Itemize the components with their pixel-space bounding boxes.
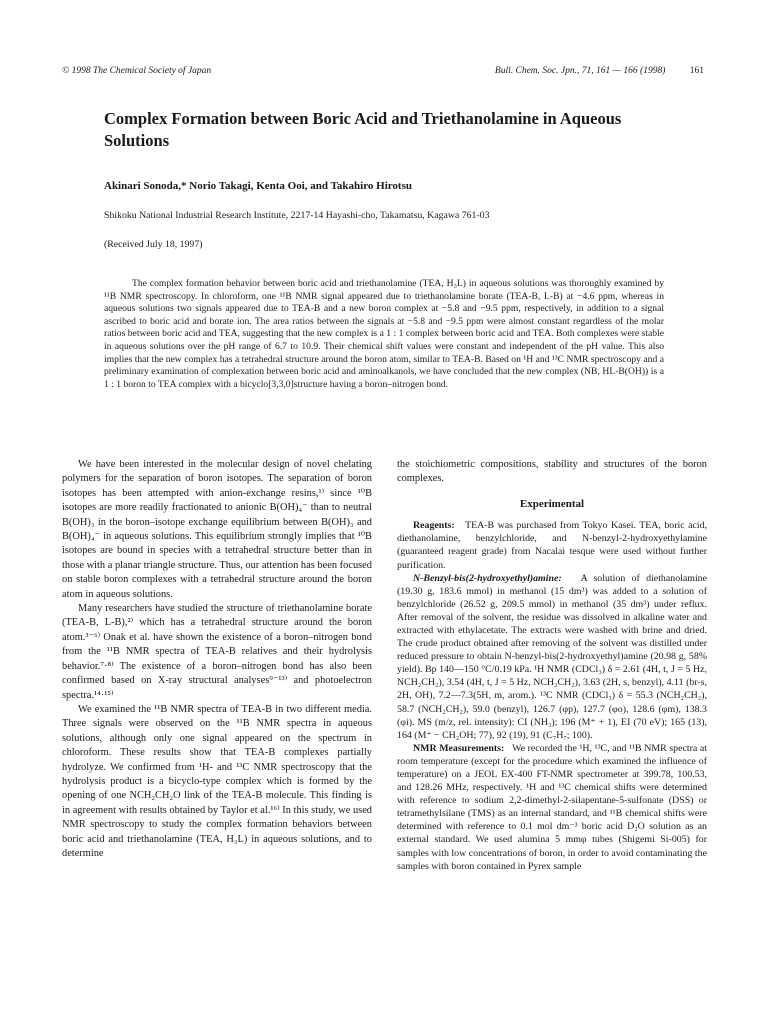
journal-citation: Bull. Chem. Soc. Jpn., 71, 161 — 166 (1998): [494, 66, 666, 76]
nmr-heading: NMR Measurements:: [413, 742, 505, 754]
synthesis-text: A solution of diethanolamine (19.30 g, 183.6 mmol) in methanol (15 dm³) was added to a solution of benzylchloride (26.52 g, 209.5 mmol) in methanol (35 dm³) under reflux. After removal of the solvent, the residue was dissolved in alkaline water and extracted with ethylacetate. The extracts were washed with brine and dried. The crude product obtained after removing of the solvent was distilled under reduced pressure to obtain N-benzyl-bis(2-hydroxyethyl)amine (20.98 g, 58% yield). Bp 140—150 °C/0.19 kPa. ¹H NMR (CDCl₃) δ = 2.61 (4H, t, J = 5 Hz, NCH₂CH₂), 3.54 (4H, t, J = 5 Hz, NCH₂CH₂), 3.63 (2H, s, benzyl), 4.11 (br-s, 2H, OH), 7.2—7.3(5H, m, arom.). ¹³C NMR (CDCl₃) δ = 55.3 (NCH₂CH₂), 58.7 (NCH₂CH₂), 59.0 (benzyl), 126.7 (φp), 127.7 (φo), 128.6 (φm), 138.3 (φi). MS (m/z, rel. intensity): CI (NH₃); 196 (M⁺ + 1), EI (70 eV); 165 (13), 164 (M⁺ − CH₂OH; 77), 92 (19), 91 (C₇H₇; 100).: [397, 572, 708, 741]
right-column: [397, 458, 707, 873]
copyright-line: © 1998 The Chemical Society of Japan: [62, 66, 212, 76]
left-column: [62, 458, 372, 861]
nmr-paragraph: [397, 742, 707, 873]
intro-continuation: the stoichiometric compositions, stability and structures of the boron complexes.: [397, 459, 707, 485]
reagents-text: TEA-B was purchased from Tokyo Kasei. TEA, boric acid, diethanolamine, benzylchloride, and N-benzyl-2-hydroxyethylamine (guaranteed reagent grade) from Nacalai tesque were used without further purification.: [397, 520, 707, 571]
received-date: (Received July 18, 1997): [104, 239, 203, 250]
reagents-paragraph: [397, 519, 707, 571]
affiliation: Shikoku National Industrial Research Institute, 2217-14 Hayashi-cho, Takamatsu, Kagawa 761-03: [104, 210, 490, 221]
nmr-text: We recorded the ¹H, ¹³C, and ¹¹B NMR spectra at room temperature (except for the procedure which examined the influence of temperature) on a JEOL EX-400 FT-NMR spectrometer at 399.78, 100.53, and 128.26 MHz, respectively. ¹H and ¹³C chemical shifts were determined with reference to sodium 2,2-dimethyl-2-silapentane-5-sulfonate (DSS) or tetramethylsilane (TMS) as an internal standard, and ¹¹B chemical shifts were determined with reference to 0.1 mol dm⁻³ boric acid D₂O solution as an external standard. We used alumina 5 mmφ tubes (Shigemi Si-005) for samples with low concentrations of boron, in order to avoid contaminating the samples with boron contained in Pyrex sample: [397, 742, 707, 872]
section-heading-experimental: Experimental: [519, 497, 585, 510]
running-header: [495, 66, 704, 76]
abstract: The complex formation behavior between boric acid and triethanolamine (TEA, H₃L) in aqueous solutions was thoroughly examined by ¹¹B NMR spectroscopy. In chloroform, one ¹¹B NMR signal appeared due to triethanolamine borate (TEA-B, L-B) at −4.6 ppm, whereas in aqueous solutions two signals appeared due to TEA-B and a new boron complex at −5.8 and −9.5 ppm, respectively, in addition to a signal ascribed to boric acid and borate ion. The area ratios between the signals at −5.8 and −9.5 ppm were almost constant regardless of the molar ratios between boric acid and TEA, suggesting that the new complex is a 1 : 1 complex between boric acid and TEA. Both complexes were stable in aqueous solutions over the pH range of 6.7 to 10.9. Their chemical shift values were constant and independent of the pH value. This also implies that the new complex has a tetrahedral structure around the boron atom, similar to TEA-B. Based on ¹H and ¹³C NMR spectroscopy and a preliminary examination of complexation between boric acid and aminoalkanols, we have concluded that the new complex (NB, HL-B(OH)) is a 1 : 1 boron to TEA complex with a bicyclo[3,3,0]structure having a boron–nitrogen bond.: [104, 278, 664, 390]
intro-paragraph-1: We have been interested in the molecular design of novel chelating polymers for the separation of boron isotopes. The separation of boron isotopes has been attempted with anion-exchange resins,¹⁾ since ¹⁰B isotopes are more readily fractionated to anionic B(OH)₄⁻ than to neutral B(OH)₃ in the boron–isotope exchange equilibrium between B(OH)₃ and B(OH)₄⁻ in aqueous solutions. This equilibrium strongly implies that ¹⁰B isotopes are bound in species with a tetrahedral structure better than in those with a planar triangle structure. Thus, our attention has been focused on stable boron complexes with a tetrahedral structure around the boron atom in aqueous solutions.: [62, 459, 372, 600]
paper-title: Complex Formation between Boric Acid and Triethanolamine in Aqueous Solutions: [104, 109, 622, 150]
synthesis-heading: N-Benzyl-bis(2-hydroxyethyl)amine:: [413, 572, 562, 584]
reagents-heading: Reagents:: [413, 520, 455, 532]
intro-paragraph-2: Many researchers have studied the structure of triethanolamine borate (TEA-B, L-B),²⁾ which has a tetrahedral structure around the boron atom.³⁻⁶⁾ Onak et al. have shown the existence of a boron–nitrogen bond from the ¹¹B NMR spectra of TEA-B relatives and their hydrolysis behavior.⁷·⁸⁾ The existence of a boron–nitrogen bond has also been confirmed based on X-ray structural analyses⁹⁻¹³⁾ and photoelectron spectra.¹⁴·¹⁵⁾: [62, 603, 372, 701]
intro-paragraph-3: We examined the ¹¹B NMR spectra of TEA-B in two different media. Three signals were observed on the ¹¹B NMR spectra in aqueous solutions, although only one signal appeared on the spectrum in chloroform. These results show that TEA-B complexes partially hydrolyze. We confirmed from ¹H- and ¹³C NMR spectroscopy that the hydrolysis product is a bicyclo-type complex which is formed by the opening of one NCH₂CH₂O link of the TEA-B molecule. This finding is in agreement with results obtained by Taylor et al.¹⁶⁾ In this study, we used NMR spectroscopy to study the complex formation behaviors between boric acid and triethanolamine (TEA, H₃L) in aqueous solutions, and to determine: [62, 703, 372, 859]
author-list: Akinari Sonoda,* Norio Takagi, Kenta Ooi, and Takahiro Hirotsu: [104, 180, 412, 192]
synthesis-paragraph: [397, 572, 707, 742]
page-number: 161: [689, 66, 704, 76]
